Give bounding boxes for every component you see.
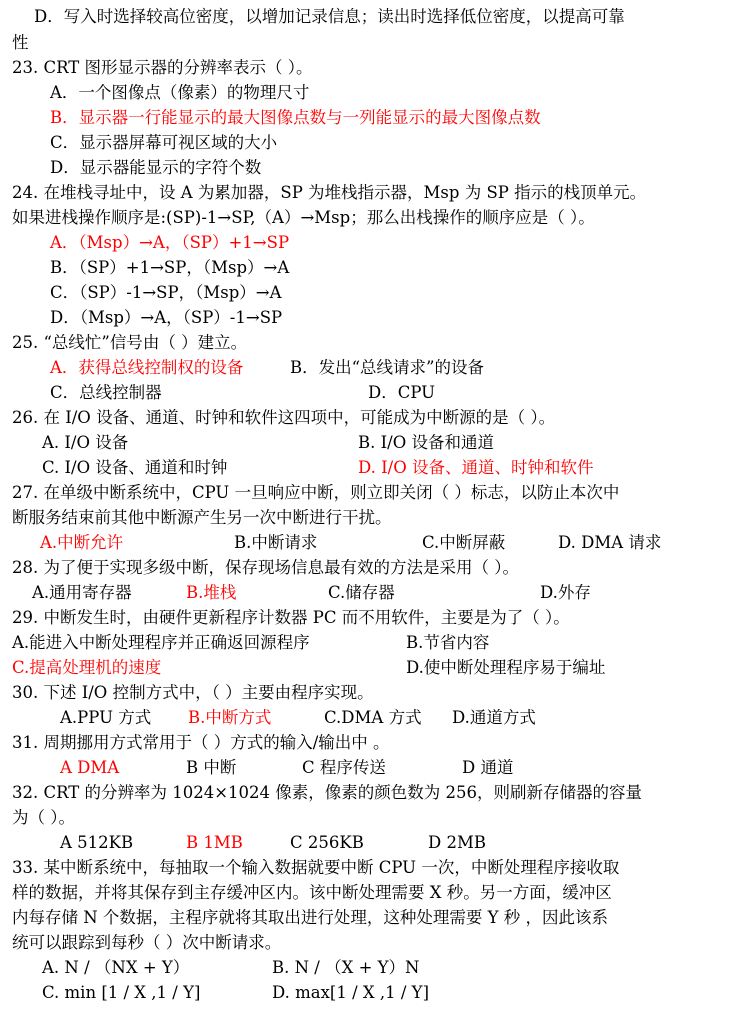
q31-options-line (0, 755, 729, 780)
q30-options-line (0, 705, 729, 730)
q25-options-ab-line (0, 355, 729, 380)
q26-option-d-answer: D. I/O 设备、通道、时钟和软件 (358, 458, 594, 477)
q23-option-d: D．显示器能显示的字符个数 (50, 158, 262, 177)
q24-option-a-line (0, 230, 729, 255)
q29-option-c-answer: C.提高处理机的速度 (12, 658, 162, 677)
q33-stem-continued-2: 内每存储 N 个数据，主程序就将其取出进行处理，这种处理需要 Y 秒 ，因此该系 (12, 908, 609, 927)
q28-stem-line (0, 555, 729, 580)
q27-option-c: C.中断屏蔽 (422, 533, 506, 552)
q27-stem-line (0, 480, 729, 505)
q26-options-cd-line (0, 455, 729, 480)
q25-stem: 25. “总线忙”信号由（ ）建立。 (12, 333, 248, 352)
q24-option-d: D．（Msp）→A，（SP）-1→SP (50, 308, 283, 327)
q26-options-ab-line (0, 430, 729, 455)
q25-options-cd-line (0, 380, 729, 405)
q28-options-line (0, 580, 729, 605)
q29-stem-line (0, 605, 729, 630)
q24-stem: 24. 在堆栈寻址中，设 A 为累加器，SP 为堆栈指示器，Msp 为 SP 指示的栈顶单元。 (12, 183, 647, 202)
q30-option-d: D.通道方式 (452, 708, 536, 727)
q28-option-b-answer: B.堆栈 (186, 583, 237, 602)
q29-option-a: A.能进入中断处理程序并正确返回源程序 (12, 633, 310, 652)
q32-option-b-answer: B 1MB (186, 833, 243, 852)
q33-stem-continued-1: 样的数据，并将其保存到主存缓冲区内。该中断处理需要 X 秒。另一方面，缓冲区 (12, 883, 612, 902)
q32-stem-line (0, 780, 729, 805)
q33-stem-line-3 (0, 905, 729, 930)
q32-stem: 32. CRT 的分辨率为 1024×1024 像素，像素的颜色数为 256，则刷新存储器的容量 (12, 783, 643, 802)
q26-option-c: C. I/O 设备、通道和时钟 (42, 458, 228, 477)
q27-option-b: B.中断请求 (234, 533, 318, 552)
q24-option-b: B．（SP）+1→SP，（Msp）→A (50, 258, 290, 277)
q25-option-d: D．CPU (368, 383, 436, 402)
q27-stem-continued: 断服务结束前其他中断源产生另一次中断进行干扰。 (12, 508, 392, 527)
q24-option-c-line (0, 280, 729, 305)
q33-option-c: C. min [1 / X ,1 / Y] (42, 983, 201, 1002)
q28-option-a: A.通用寄存器 (32, 583, 132, 602)
q25-option-c: C．总线控制器 (50, 383, 162, 402)
q33-stem-line (0, 855, 729, 880)
q24-stem-line-2 (0, 205, 729, 230)
q28-option-c: C.储存器 (328, 583, 395, 602)
q24-option-b-line (0, 255, 729, 280)
q24-option-c: C．（SP）-1→SP，（Msp）→A (50, 283, 282, 302)
q33-options-cd-line (0, 980, 729, 1005)
q24-stem-continued: 如果进栈操作顺序是:(SP)-1→SP,（A）→Msp；那么出栈操作的顺序应是（ ）。 (12, 208, 595, 227)
q33-options-ab-line (0, 955, 729, 980)
q26-option-a: A. I/O 设备 (42, 433, 129, 452)
q28-option-d: D.外存 (540, 583, 591, 602)
q32-option-c: C 256KB (290, 833, 364, 852)
q31-option-d: D 通道 (462, 758, 514, 777)
q23-option-a-line (0, 80, 729, 105)
q27-option-d: D. DMA 请求 (558, 533, 662, 552)
q29-options-cd-line (0, 655, 729, 680)
q22-option-d-continued-line (0, 30, 729, 55)
q26-stem: 26. 在 I/O 设备、通道、时钟和软件这四项中，可能成为中断源的是（ ）。 (12, 408, 556, 427)
q23-option-b-answer: B．显示器一行能显示的最大图像点数与一列能显示的最大图像点数 (50, 108, 541, 127)
q31-option-a-answer: A DMA (60, 758, 120, 777)
q33-stem-line-2 (0, 880, 729, 905)
q25-option-b: B．发出“总线请求”的设备 (290, 358, 484, 377)
q23-option-d-line (0, 155, 729, 180)
q32-stem-continued: 为（ ）。 (12, 808, 75, 827)
q29-stem: 29. 中断发生时，由硬件更新程序计数器 PC 而不用软件，主要是为了（ ）。 (12, 608, 570, 627)
q29-options-ab-line (0, 630, 729, 655)
q23-option-b-line (0, 105, 729, 130)
q30-option-b-answer: B.中断方式 (188, 708, 272, 727)
q30-stem-line (0, 680, 729, 705)
q30-option-c: C.DMA 方式 (324, 708, 422, 727)
q32-option-d: D 2MB (428, 833, 486, 852)
q22-option-d: D．写入时选择较高位密度，以增加记录信息；读出时选择低位密度，以提高可靠 (34, 7, 625, 26)
q24-option-d-line (0, 305, 729, 330)
q22-option-d-line (0, 4, 729, 29)
q27-stem: 27. 在单级中断系统中，CPU 一旦响应中断，则立即关闭（ ）标志，以防止本次中 (12, 483, 620, 502)
q23-option-c-line (0, 130, 729, 155)
q27-options-line (0, 530, 729, 555)
q31-stem-line (0, 730, 729, 755)
q29-option-d: D.使中断处理程序易于编址 (406, 658, 606, 677)
q33-option-b: B. N / （X + Y）N (272, 958, 420, 977)
q33-option-a: A. N / （NX + Y） (42, 958, 190, 977)
q31-stem: 31. 周期挪用方式常用于（ ）方式的输入/输出中 。 (12, 733, 390, 752)
q32-options-line (0, 830, 729, 855)
q23-option-c: C．显示器屏幕可视区域的大小 (50, 133, 278, 152)
q30-option-a: A.PPU 方式 (60, 708, 152, 727)
q31-option-b: B 中断 (186, 758, 237, 777)
q27-option-a-answer: A.中断允许 (40, 533, 124, 552)
q31-option-c: C 程序传送 (302, 758, 386, 777)
q32-stem-line-2 (0, 805, 729, 830)
q33-stem-line-4 (0, 930, 729, 955)
q26-stem-line (0, 405, 729, 430)
q33-option-d: D. max[1 / X ,1 / Y] (272, 983, 430, 1002)
q24-option-a-answer: A．（Msp）→A，（SP）+1→SP (50, 233, 290, 252)
q30-stem: 30. 下述 I/O 控制方式中，（ ）主要由程序实现。 (12, 683, 374, 702)
q22-option-d-continued: 性 (12, 33, 29, 52)
q28-stem: 28. 为了便于实现多级中断，保存现场信息最有效的方法是采用（ ）。 (12, 558, 519, 577)
q25-option-a-answer: A．获得总线控制权的设备 (50, 358, 244, 377)
q33-stem: 33. 某中断系统中，每抽取一个输入数据就要中断 CPU 一次，中断处理程序接收取 (12, 858, 620, 877)
q26-option-b: B. I/O 设备和通道 (358, 433, 494, 452)
q23-option-a: A．一个图像点（像素）的物理尺寸 (50, 83, 310, 102)
q23-stem-line (0, 55, 729, 80)
q33-stem-continued-3: 统可以跟踪到每秒（ ）次中断请求。 (12, 933, 282, 952)
q27-stem-line-2 (0, 505, 729, 530)
q32-option-a: A 512KB (60, 833, 134, 852)
q29-option-b: B.节省内容 (406, 633, 490, 652)
q25-stem-line (0, 330, 729, 355)
q24-stem-line (0, 180, 729, 205)
q23-stem: 23. CRT 图形显示器的分辨率表示（ ）。 (12, 58, 313, 77)
